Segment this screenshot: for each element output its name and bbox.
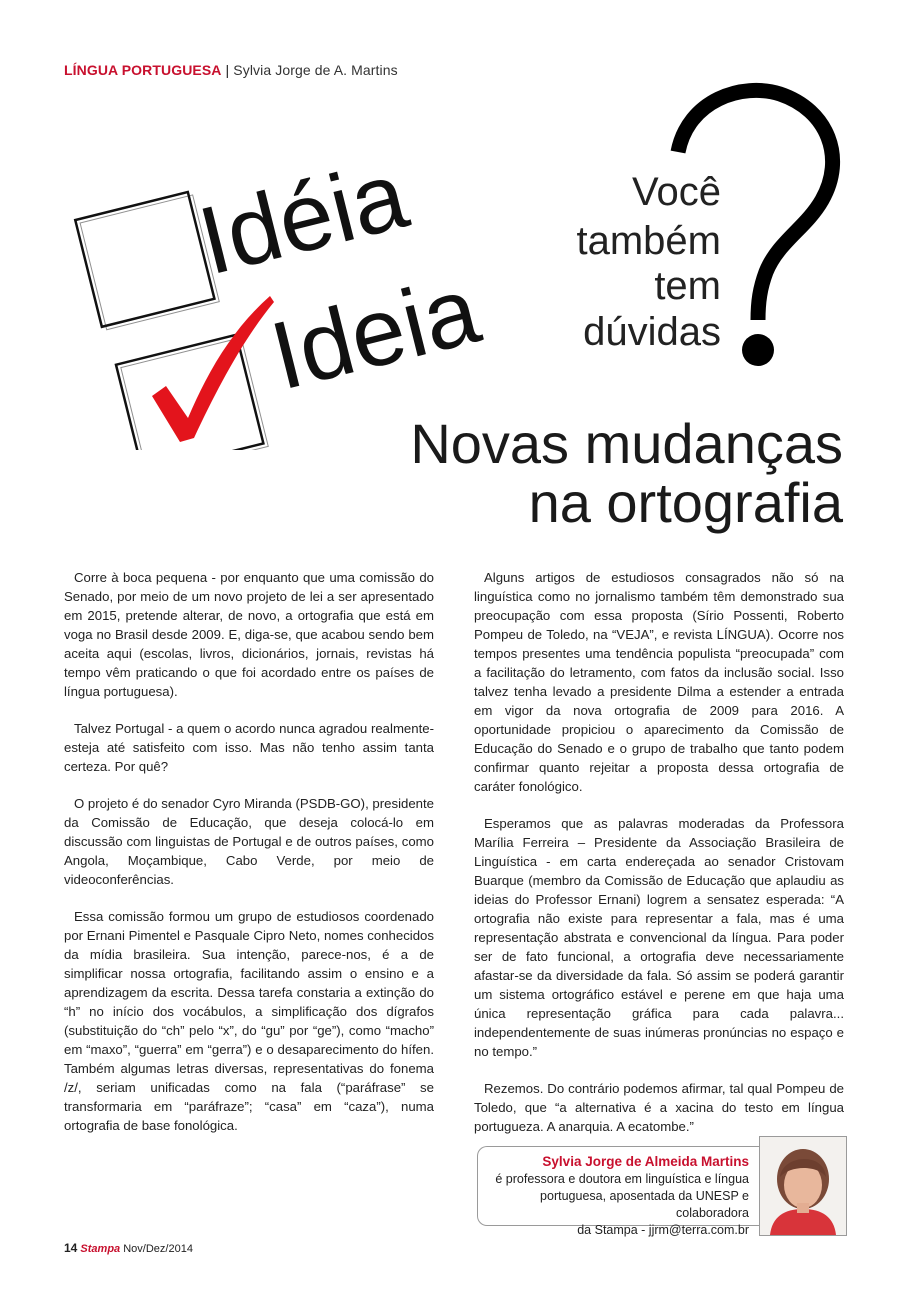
author-bio-line-3: da Stampa - jjrm@terra.com.br <box>577 1223 749 1237</box>
author-photo <box>759 1136 847 1236</box>
paragraph: Essa comissão formou um grupo de estudiosos coordenado por Ernani Pimentel e Pasquale Cipro Neto, nomes conhecidos da mídia brasileira. Sua intenção, parece-nos, é a de simplificar nossa ortografia, facilitando assim o ensino e a aprendizagem da escrita. Dessa tarefa constaria a extinção do “h” no início dos vocábulos, a simplificação dos dígrafos (substituição do “ch” pelo “x”, do “gu” por “ge”), como “macho” em “maxo”, “guerra” em “gerra”) e o desaparecimento do hífen. Também algumas letras diversas, representativas do fonema /z/, seriam unificadas como na fala (“paráfrase” se transformaria em “paráfraze”; “casa” em “caza”), numa ortografia de base fonológica. <box>64 909 434 1133</box>
paragraph: O projeto é do senador Cyro Miranda (PSDB-GO), presidente da Comissão de Educação, que deseja colocá-lo em discussão com linguistas de Portugal e de outros países, como Angola, Moçambique, Cabo Verde, por meio de videoconferências. <box>64 796 434 887</box>
paragraph: Talvez Portugal - a quem o acordo nunca agradou realmente- esteja até satisfeito com isso. Mas não tenho assim tanta certeza. Por quê? <box>64 721 434 774</box>
question-line-4: dúvidas <box>583 310 721 354</box>
checkbox-illustration <box>60 100 490 450</box>
article-column-right <box>474 568 844 1154</box>
paragraph: Alguns artigos de estudiosos consagrados não só na linguística como no jornalismo também têm demonstrado sua preocupação com essa proposta (Sírio Possenti, Roberto Pompeu de Toledo, na “VEJA”, e revista LÍNGUA). Ocorre nos tempos presentes uma tendência populista “preocupada” com a facilitação do letramento, com fatos da inclusão social. Isso talvez tenha levado a presidente Dilma a estender a entrada em vigor da nova ortografia de 2009 para 2016. A oportunidade propiciou o aparecimento da Comissão de Educação do Senado e o grupo de trabalho que tanto podem confirmar quanto rejeitar a proposta dessa ortografia de caráter fonológico. <box>474 570 844 794</box>
author-box <box>477 1146 759 1237</box>
author-bio-line-1: é professora e doutora em linguística e língua <box>495 1172 749 1186</box>
page-footer <box>64 1241 193 1255</box>
paragraph: Esperamos que as palavras moderadas da Professora Marília Ferreira – Presidente da Associação Brasileira de Linguística - em carta endereçada ao senador Cristovam Buarque (membro da Comissão de Educação que aplaudiu as ideias do Professor Ernani) logrem a sensatez esperada: “A ortografia não existe para representar a fala, mas é uma representação abstrata e convencional da língua. Para poder ser de fato funcional, a ortografia deve necessariamente afastar-se da diversidade da fala. Só assim se poderá garantir um sistema ortográfico estável e perene em que haja uma única representação gráfica para cada palavra... independentemente de suas inúmeras pronúncias no espaço e no tempo.” <box>474 816 844 1059</box>
section-label: LÍNGUA PORTUGUESA <box>64 62 222 78</box>
header-separator: | <box>225 62 230 78</box>
title-line-2: na ortografia <box>528 471 843 534</box>
magazine-name: Stampa <box>80 1243 121 1255</box>
paragraph: Corre à boca pequena - por enquanto que uma comissão do Senado, por meio de um novo projeto de lei a ser apresentado em 2015, pretende alterar, de novo, a ortografia que está em voga no Brasil desde 2009. E, diga-se, que acabou sendo bem aceita aqui (escolas, livros, dicionários, jornais, revistas há tempo vêm praticando o que foi acordado entre os países de língua portuguesa). <box>64 570 434 699</box>
page-header <box>64 62 398 78</box>
issue-date: Nov/Dez/2014 <box>123 1243 193 1255</box>
paragraph: Rezemos. Do contrário podemos afirmar, tal qual Pompeu de Toledo, que “a alternativa é a xacina do testo em língua portugueza. A anarquia. A ecatombe.” <box>474 1081 844 1134</box>
word-right: Ideia <box>261 256 490 411</box>
page-number: 14 <box>64 1241 78 1255</box>
word-wrong: Idéia <box>189 141 418 296</box>
author-name: Sylvia Jorge de Almeida Martins <box>542 1154 749 1169</box>
author-bio-line-2: portuguesa, aposentada da UNESP e colaboradora <box>540 1189 749 1220</box>
header-author: Sylvia Jorge de A. Martins <box>233 62 398 78</box>
question-line-1: Você <box>632 170 721 214</box>
title-line-1: Novas mudanças <box>410 412 843 475</box>
article-column-left <box>64 568 434 1153</box>
question-mark-icon <box>650 80 850 380</box>
question-line-2: também <box>576 219 721 263</box>
question-line-3: tem <box>654 264 721 308</box>
